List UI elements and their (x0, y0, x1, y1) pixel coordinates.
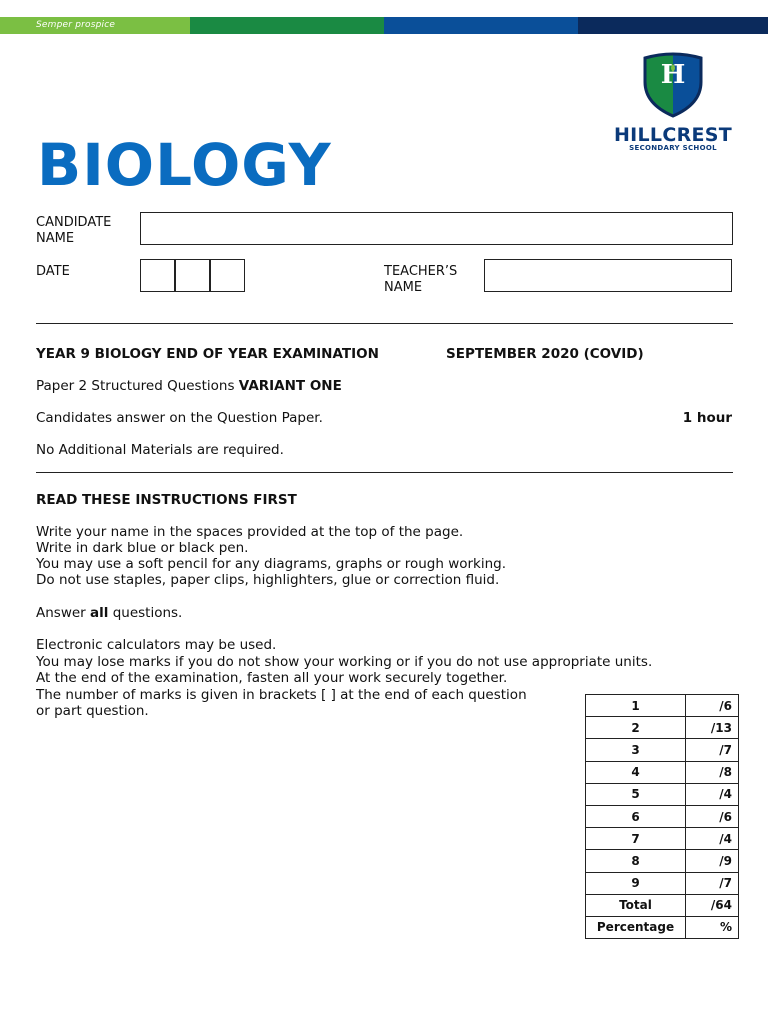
table-row (586, 695, 739, 717)
materials-note: No Additional Materials are required. (36, 442, 284, 458)
table-row (586, 916, 739, 938)
marks-table (585, 694, 739, 939)
date-field-day[interactable] (140, 259, 175, 292)
question-number: 7 (586, 828, 686, 850)
table-row (586, 761, 739, 783)
question-marks: /4 (686, 828, 739, 850)
instruction-line: or part question. (36, 703, 149, 719)
exam-heading: YEAR 9 BIOLOGY END OF YEAR EXAMINATION (36, 346, 379, 362)
instruction-line: You may lose marks if you do not show your working or if you do not use appropriate units. (36, 654, 653, 670)
table-row (586, 739, 739, 761)
question-number: 5 (586, 783, 686, 805)
header-band-navy (578, 17, 768, 34)
instruction-line: At the end of the examination, fasten all your work securely together. (36, 670, 508, 686)
instructions-heading: READ THESE INSTRUCTIONS FIRST (36, 492, 297, 508)
percentage-value: % (686, 916, 739, 938)
table-row (586, 894, 739, 916)
answer-on-paper: Candidates answer on the Question Paper. (36, 410, 323, 426)
question-marks: /8 (686, 761, 739, 783)
answer-prefix: Answer (36, 605, 86, 621)
instruction-line: You may use a soft pencil for any diagrams, graphs or rough working. (36, 556, 507, 572)
table-row (586, 805, 739, 827)
school-name: HILLCREST (613, 124, 733, 146)
candidate-name-label: CANDIDATE NAME (36, 215, 112, 246)
question-marks: /13 (686, 717, 739, 739)
total-label: Total (586, 894, 686, 916)
answer-all-instruction (36, 605, 182, 621)
table-row (586, 717, 739, 739)
date-field-month[interactable] (175, 259, 210, 292)
divider (36, 472, 733, 473)
question-marks: /6 (686, 805, 739, 827)
paper-prefix: Paper 2 Structured Questions (36, 378, 235, 394)
paper-description (36, 378, 342, 394)
percentage-label: Percentage (586, 916, 686, 938)
paper-variant: VARIANT ONE (238, 378, 342, 394)
school-motto: Semper prospice (36, 20, 116, 30)
header-band-dark-green (190, 17, 384, 34)
question-number: 2 (586, 717, 686, 739)
header-band-blue (384, 17, 578, 34)
total-marks: /64 (686, 894, 739, 916)
instruction-line: The number of marks is given in brackets [ ] at the end of each question (36, 687, 527, 703)
teacher-name-label: TEACHER’S NAME (384, 264, 458, 295)
instruction-line: Write in dark blue or black pen. (36, 540, 249, 556)
table-row (586, 828, 739, 850)
date-field-year[interactable] (210, 259, 245, 292)
date-label: DATE (36, 264, 70, 279)
table-row (586, 872, 739, 894)
answer-all-emphasis: all (90, 605, 109, 621)
divider (36, 323, 733, 324)
question-number: 1 (586, 695, 686, 717)
table-row (586, 850, 739, 872)
crest-letter: H (660, 60, 686, 90)
candidate-name-field[interactable] (140, 212, 733, 245)
question-number: 4 (586, 761, 686, 783)
instruction-line: Write your name in the spaces provided at the top of the page. (36, 524, 464, 540)
teacher-name-field[interactable] (484, 259, 732, 292)
question-marks: /9 (686, 850, 739, 872)
question-marks: /4 (686, 783, 739, 805)
instruction-line: Do not use staples, paper clips, highlighters, glue or correction fluid. (36, 572, 500, 588)
question-marks: /6 (686, 695, 739, 717)
question-number: 9 (586, 872, 686, 894)
exam-session: SEPTEMBER 2020 (COVID) (446, 346, 644, 362)
answer-suffix: questions. (112, 605, 183, 621)
question-number: 8 (586, 850, 686, 872)
school-subtitle: SECONDARY SCHOOL (629, 144, 717, 152)
question-number: 3 (586, 739, 686, 761)
table-row (586, 783, 739, 805)
question-marks: /7 (686, 739, 739, 761)
page-title: BIOLOGY (37, 131, 332, 199)
exam-duration: 1 hour (682, 410, 732, 426)
question-marks: /7 (686, 872, 739, 894)
instruction-line: Electronic calculators may be used. (36, 637, 277, 653)
question-number: 6 (586, 805, 686, 827)
